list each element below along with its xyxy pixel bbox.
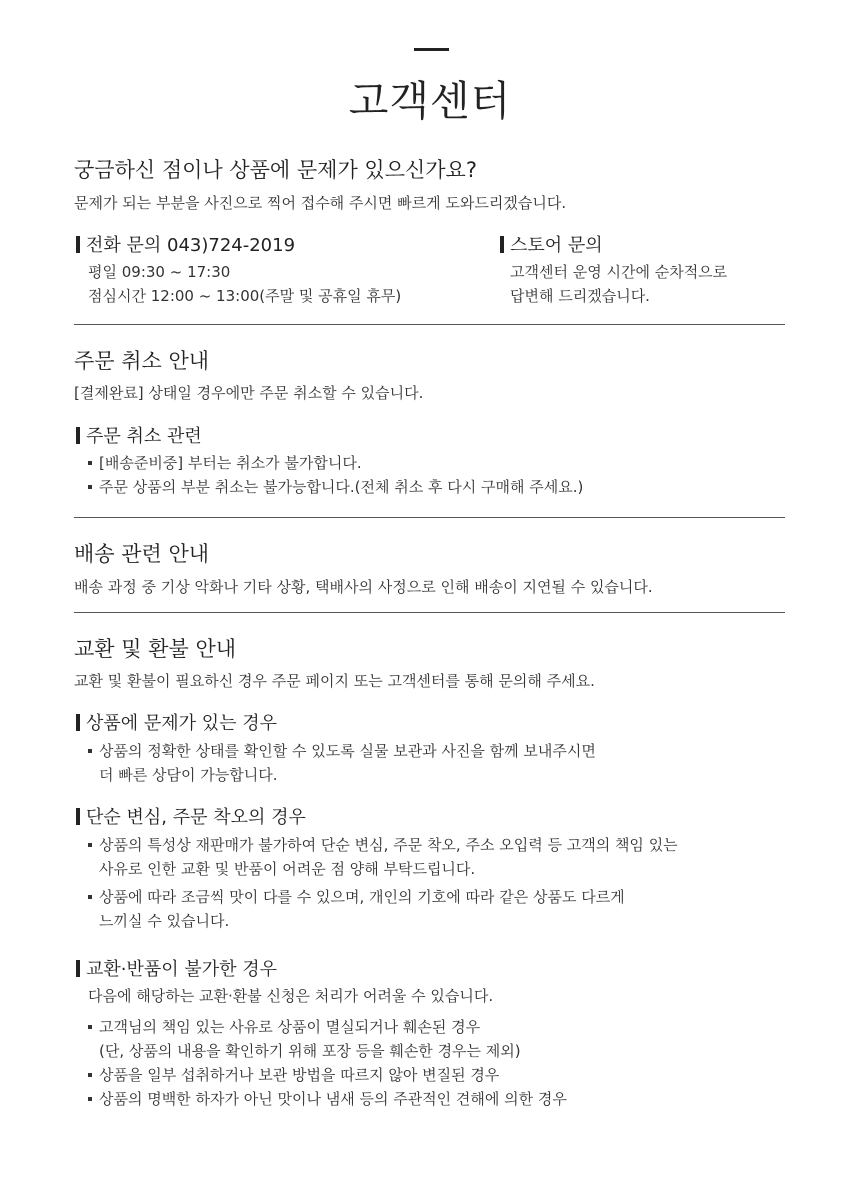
list-item-text: [배송준비중] 부터는 취소가 불가합니다. (99, 454, 362, 472)
list-item-continuation: 사유로 인한 교환 및 반품이 어려운 점 양해 부탁드립니다. (99, 860, 476, 878)
intro-heading: 궁금하신 점이나 상품에 문제가 있으신가요? (74, 158, 477, 182)
section-divider (74, 612, 785, 613)
bullet-marker (88, 895, 92, 899)
phone-hours: 평일 09:30 ~ 17:30 (88, 263, 231, 281)
exchange-text: 교환 및 환불이 필요하신 경우 주문 페이지 또는 고객센터를 통해 문의해 주세요. (74, 672, 595, 690)
title-accent-bar (414, 48, 449, 51)
list-item-continuation: 느끼실 수 있습니다. (99, 912, 230, 930)
store-inquiry-heading (500, 231, 603, 257)
list-item-continuation: 더 빠른 상담이 가능합니다. (99, 766, 278, 784)
phone-lunch-hours: 점심시간 12:00 ~ 13:00(주말 및 공휴일 휴무) (88, 287, 402, 305)
list-item-text: 상품을 일부 섭취하거나 보관 방법을 따르지 않아 변질된 경우 (99, 1066, 500, 1084)
non-returnable-heading (76, 955, 277, 981)
list-item (88, 834, 678, 855)
bullet-marker (88, 485, 92, 489)
cancel-heading: 주문 취소 안내 (74, 349, 210, 373)
non-returnable-text: 다음에 해당하는 교환·환불 신청은 처리가 어려울 수 있습니다. (88, 987, 494, 1005)
list-item-continuation: (단, 상품의 내용을 확인하기 위해 포장 등을 훼손한 경우는 제외) (99, 1042, 521, 1060)
defect-heading (76, 709, 277, 735)
delivery-heading: 배송 관련 안내 (74, 542, 210, 566)
list-item-text: 상품의 명백한 하자가 아닌 맛이나 냄새 등의 주관적인 견해에 의한 경우 (99, 1090, 567, 1108)
cancel-sub-heading (76, 422, 202, 448)
list-item-text: 상품의 특성상 재판매가 불가하여 단순 변심, 주문 착오, 주소 오입력 등 고객의 책임 있는 (99, 836, 678, 854)
cancel-sub-label: 주문 취소 관련 (86, 426, 202, 447)
heading-marker (76, 714, 80, 731)
store-inquiry-line1: 고객센터 운영 시간에 순차적으로 (510, 263, 728, 281)
bullet-marker (88, 749, 92, 753)
delivery-text: 배송 과정 중 기상 악화나 기타 상황, 택배사의 사정으로 인해 배송이 지연될 수 있습니다. (74, 578, 653, 596)
list-item (88, 740, 596, 761)
list-item (88, 1064, 499, 1085)
store-inquiry-label: 스토어 문의 (510, 235, 603, 256)
section-divider (74, 324, 785, 325)
cancel-text: [결제완료] 상태일 경우에만 주문 취소할 수 있습니다. (74, 384, 424, 402)
bullet-marker (88, 461, 92, 465)
list-item (88, 886, 625, 907)
list-item (88, 1088, 567, 1109)
heading-marker (76, 960, 80, 977)
section-divider (74, 517, 785, 518)
list-item-text: 고객님의 책임 있는 사유로 상품이 멸실되거나 훼손된 경우 (99, 1018, 481, 1036)
phone-inquiry-label: 전화 문의 043)724-2019 (86, 235, 296, 256)
list-item (88, 476, 583, 497)
bullet-marker (88, 843, 92, 847)
page-title: 고객센터 (348, 77, 512, 125)
intro-text: 문제가 되는 부분을 사진으로 찍어 접수해 주시면 빠르게 도와드리겠습니다. (74, 194, 567, 212)
heading-marker (76, 808, 80, 825)
list-item-text: 주문 상품의 부분 취소는 불가능합니다.(전체 취소 후 다시 구매해 주세요.) (99, 478, 584, 496)
heading-marker (500, 236, 504, 253)
bullet-marker (88, 1073, 92, 1077)
heading-marker (76, 427, 80, 444)
non-returnable-label: 교환·반품이 불가한 경우 (86, 959, 278, 980)
list-item-text: 상품에 따라 조금씩 맛이 다를 수 있으며, 개인의 기호에 따라 같은 상품도 다르게 (99, 888, 625, 906)
simple-change-label: 단순 변심, 주문 착오의 경우 (86, 807, 306, 828)
heading-marker (76, 236, 80, 253)
exchange-heading: 교환 및 환불 안내 (74, 637, 237, 661)
bullet-marker (88, 1025, 92, 1029)
simple-change-heading (76, 803, 306, 829)
list-item-text: 상품의 정확한 상태를 확인할 수 있도록 실물 보관과 사진을 함께 보내주시면 (99, 742, 596, 760)
store-inquiry-line2: 답변해 드리겠습니다. (510, 287, 650, 305)
defect-label: 상품에 문제가 있는 경우 (86, 713, 278, 734)
list-item (88, 1016, 480, 1037)
bullet-marker (88, 1097, 92, 1101)
phone-inquiry-heading (76, 231, 295, 257)
list-item (88, 452, 362, 473)
